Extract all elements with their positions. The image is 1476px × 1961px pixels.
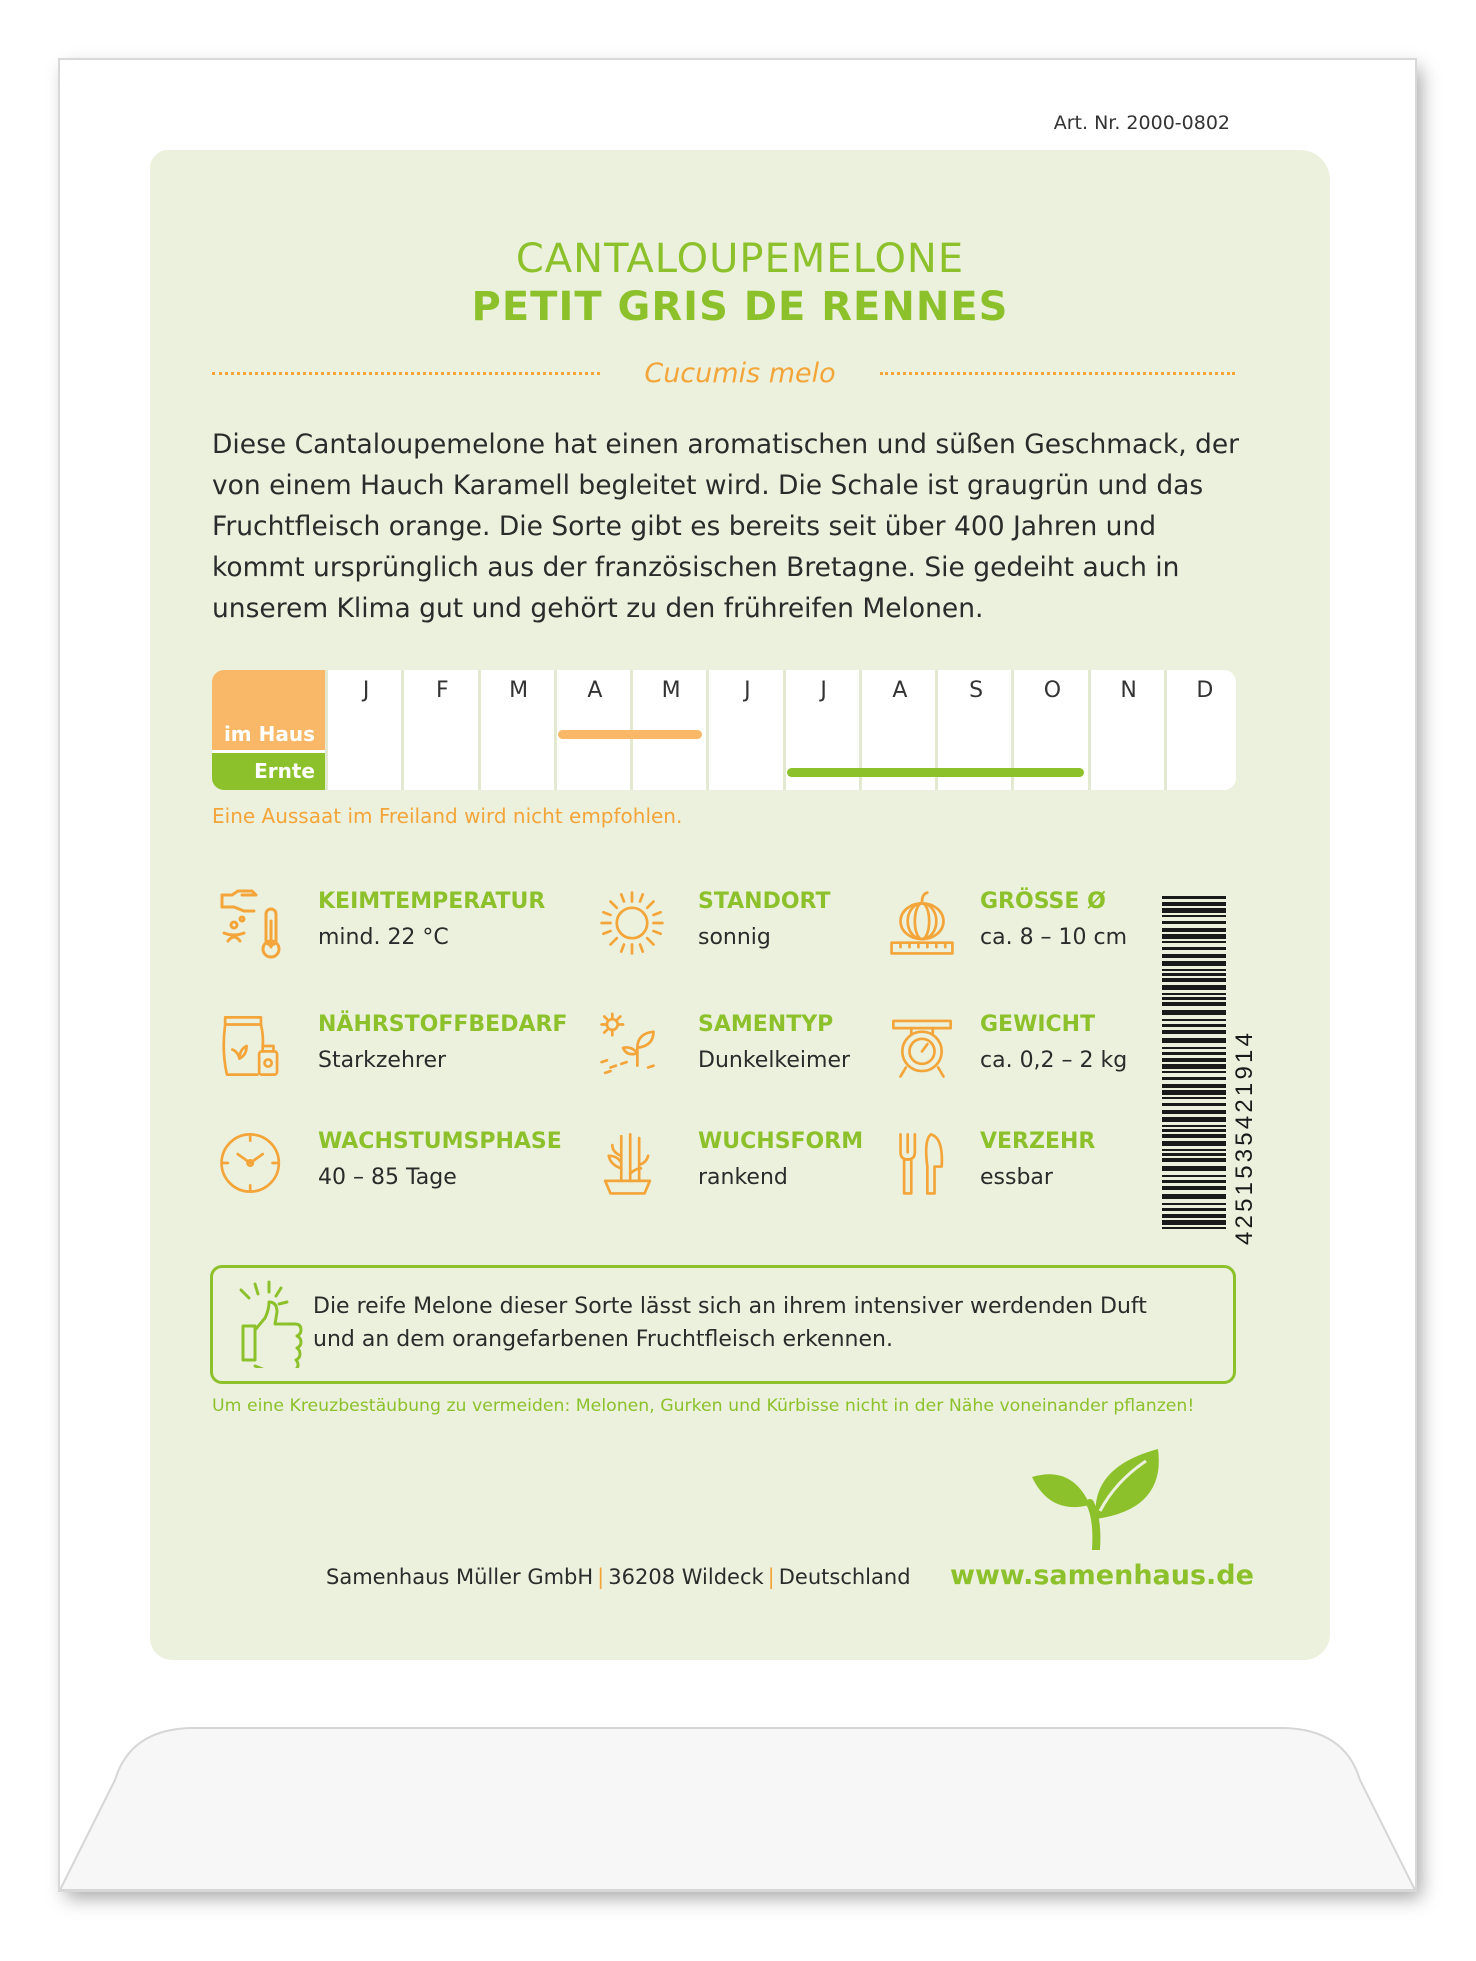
product-type: CANTALOUPEMELONE xyxy=(515,236,965,282)
barcode-bar xyxy=(1162,1064,1226,1069)
info-germination-temperature xyxy=(218,885,548,965)
sun-icon xyxy=(598,885,666,961)
barcode-bar xyxy=(1162,1084,1226,1088)
barcode-bar xyxy=(1162,954,1226,958)
clock-icon xyxy=(218,1125,286,1201)
barcode-number: 4251535421914 xyxy=(1231,1029,1258,1245)
info-growth-form xyxy=(598,1125,928,1205)
fertilizer-bag-icon xyxy=(218,1008,286,1084)
sowing-note: Eine Aussaat im Freiland wird nicht empfohlen. xyxy=(212,804,683,828)
scale-icon xyxy=(888,1008,956,1084)
barcode-bar xyxy=(1162,1208,1226,1211)
barcode-bar xyxy=(1162,908,1226,913)
calendar-month xyxy=(401,670,480,790)
info-value: essbar xyxy=(980,1165,1053,1190)
barcode-bar xyxy=(1162,1002,1226,1006)
barcode-bar xyxy=(1162,1097,1226,1099)
calendar-month-label: F xyxy=(436,678,449,703)
barcode-bar xyxy=(1162,1134,1226,1138)
calendar-label-indoor: im Haus xyxy=(212,670,325,750)
calendar-month-label: A xyxy=(892,678,908,703)
barcode-bar xyxy=(1162,928,1226,932)
calendar-month-label: D xyxy=(1196,678,1214,703)
harvest-tip-box xyxy=(210,1265,1236,1384)
info-label: GEWICHT xyxy=(980,1012,1096,1037)
info-value: 40 – 85 Tage xyxy=(318,1165,457,1190)
sowing-calendar xyxy=(212,670,1236,790)
barcode-bar xyxy=(1162,1227,1226,1229)
info-value: ca. 8 – 10 cm xyxy=(980,925,1128,950)
packet-flap xyxy=(60,1700,1415,1890)
barcode-bar xyxy=(1162,1180,1226,1183)
calendar-month xyxy=(1164,670,1236,790)
barcode-bar xyxy=(1162,1110,1226,1114)
barcode-bar xyxy=(1162,1103,1226,1106)
barcode-bar xyxy=(1162,1194,1226,1199)
info-label: WACHSTUMSPHASE xyxy=(318,1129,562,1154)
barcode-bar xyxy=(1162,1047,1226,1049)
indoor-sowing-bar xyxy=(558,730,703,739)
barcode-bar xyxy=(1162,1024,1226,1027)
barcode-bar xyxy=(1162,1019,1226,1021)
calendar-month-label: N xyxy=(1120,678,1137,703)
fork-knife-icon xyxy=(888,1125,956,1201)
latin-name: Cucumis melo xyxy=(644,358,836,389)
calendar-label-harvest: Ernte xyxy=(212,753,325,790)
barcode-bar xyxy=(1162,941,1226,943)
sprout-sun-icon xyxy=(598,1008,666,1084)
barcode-bar xyxy=(1162,902,1226,906)
thumbs-up-icon xyxy=(235,1280,311,1368)
info-value: sonnig xyxy=(698,925,771,950)
barcode-bar xyxy=(1162,961,1226,966)
info-label: NÄHRSTOFFBEDARF xyxy=(318,1012,568,1037)
barcode-bar xyxy=(1162,985,1226,990)
dotted-divider-left xyxy=(212,372,600,375)
info-label: SAMENTYP xyxy=(698,1012,834,1037)
barcode-bar xyxy=(1162,997,1226,1000)
website-link[interactable]: www.samenhaus.de xyxy=(950,1560,1254,1591)
calendar-month-label: J xyxy=(362,678,370,703)
barcode-bar xyxy=(1162,1010,1226,1015)
calendar-month xyxy=(325,670,404,790)
barcode-bar xyxy=(1162,1058,1226,1062)
calendar-month xyxy=(706,670,785,790)
calendar-month-label: J xyxy=(744,678,751,703)
info-label: VERZEHR xyxy=(980,1129,1096,1154)
calendar-month-label: S xyxy=(969,678,984,703)
info-value: Dunkelkeimer xyxy=(698,1048,851,1073)
barcode-bar xyxy=(1162,947,1226,950)
company-address: Samenhaus Müller GmbH | 36208 Wildeck | Deutschland xyxy=(326,1565,911,1589)
barcode-bar xyxy=(1162,1038,1226,1043)
barcode-bar xyxy=(1162,1153,1226,1156)
info-label: KEIMTEMPERATUR xyxy=(318,889,546,914)
info-label: WUCHSFORM xyxy=(698,1129,864,1154)
description: Diese Cantaloupemelone hat einen aromatischen und süßen Geschmack, der von einem Hauch Karamell begleitet wird. Die Schale ist graugrün und das Fruchtfleisch orange. Die Sorte gibt es bereits seit über 400 Jahren und kommt ursprünglich aus der französischen Bretagne. Sie gedeiht auch in unserem Klima gut und gehört zu den frühreifen Melonen. xyxy=(212,429,1240,624)
barcode-bar xyxy=(1162,1220,1226,1225)
variety-name: PETIT GRIS DE RENNES xyxy=(471,284,1009,330)
barcode-bar xyxy=(1162,1077,1226,1080)
calendar-month xyxy=(478,670,557,790)
barcode-bar xyxy=(1162,1071,1226,1073)
barcode-bar xyxy=(1162,915,1226,917)
info-value: Starkzehrer xyxy=(318,1048,447,1073)
company-city: 36208 Wildeck xyxy=(608,1565,764,1589)
barcode-bar xyxy=(1162,1158,1226,1162)
info-value: mind. 22 °C xyxy=(318,925,449,950)
info-value: rankend xyxy=(698,1165,788,1190)
barcode-bar xyxy=(1162,934,1226,939)
barcode-bar xyxy=(1162,1149,1226,1151)
barcode-bar xyxy=(1162,978,1226,982)
barcode-bar xyxy=(1162,1129,1226,1132)
harvest-tip-text: Die reife Melone dieser Sorte lässt sich an ihrem intensiver werdenden Duft und an dem orangefarbenen Fruchtfleisch erkennen. xyxy=(313,1294,1147,1352)
barcode-bar xyxy=(1162,1175,1226,1177)
barcode-bar xyxy=(1162,993,1226,995)
info-location xyxy=(598,885,928,965)
pumpkin-ruler-icon xyxy=(888,885,956,961)
barcode-bar xyxy=(1162,921,1226,924)
calendar-month-label: O xyxy=(1043,678,1062,703)
calendar-month xyxy=(1088,670,1167,790)
calendar-month-label: M xyxy=(509,678,529,703)
info-label: STANDORT xyxy=(698,889,831,914)
info-label: GRÖSSE Ø xyxy=(980,889,1106,914)
hand-seed-thermometer-icon xyxy=(218,885,286,961)
barcode-bar xyxy=(1162,1141,1226,1146)
company-country: Deutschland xyxy=(778,1565,911,1589)
company-name: Samenhaus Müller GmbH xyxy=(326,1565,594,1589)
info-growth-phase xyxy=(218,1125,562,1205)
barcode-bar xyxy=(1162,1186,1226,1190)
barcode-bar xyxy=(1162,1166,1226,1171)
barcode-bar xyxy=(1162,1214,1226,1218)
barcode-bar xyxy=(1162,1090,1226,1095)
sprout-logo-icon xyxy=(1030,1445,1165,1550)
harvest-bar xyxy=(787,768,1084,777)
barcode-bar xyxy=(1162,969,1226,971)
barcode-bar xyxy=(1162,1203,1226,1205)
dotted-divider-right xyxy=(880,372,1235,375)
calendar-month-label: J xyxy=(820,678,827,703)
calendar-month-label: A xyxy=(587,678,603,703)
barcode-bar xyxy=(1162,896,1226,899)
barcode-bar xyxy=(1162,1125,1226,1127)
barcode-bar xyxy=(1162,1030,1226,1034)
barcode-bar xyxy=(1162,1117,1226,1122)
info-seed-type xyxy=(598,1008,928,1088)
info-value: ca. 0,2 – 2 kg xyxy=(980,1048,1128,1073)
article-number: Art. Nr. 2000-0802 xyxy=(1053,112,1230,134)
barcode-bar xyxy=(1162,973,1226,976)
climbing-plant-icon xyxy=(598,1125,666,1201)
cross-pollination-note: Um eine Kreuzbestäubung zu vermeiden: Melonen, Gurken und Kürbisse nicht in der Nähe voneinander pflanzen! xyxy=(212,1396,1195,1416)
barcode xyxy=(1160,890,1260,1250)
barcode-bar xyxy=(1162,1052,1226,1055)
calendar-month-label: M xyxy=(661,678,681,703)
info-nutrient-requirement xyxy=(218,1008,568,1088)
